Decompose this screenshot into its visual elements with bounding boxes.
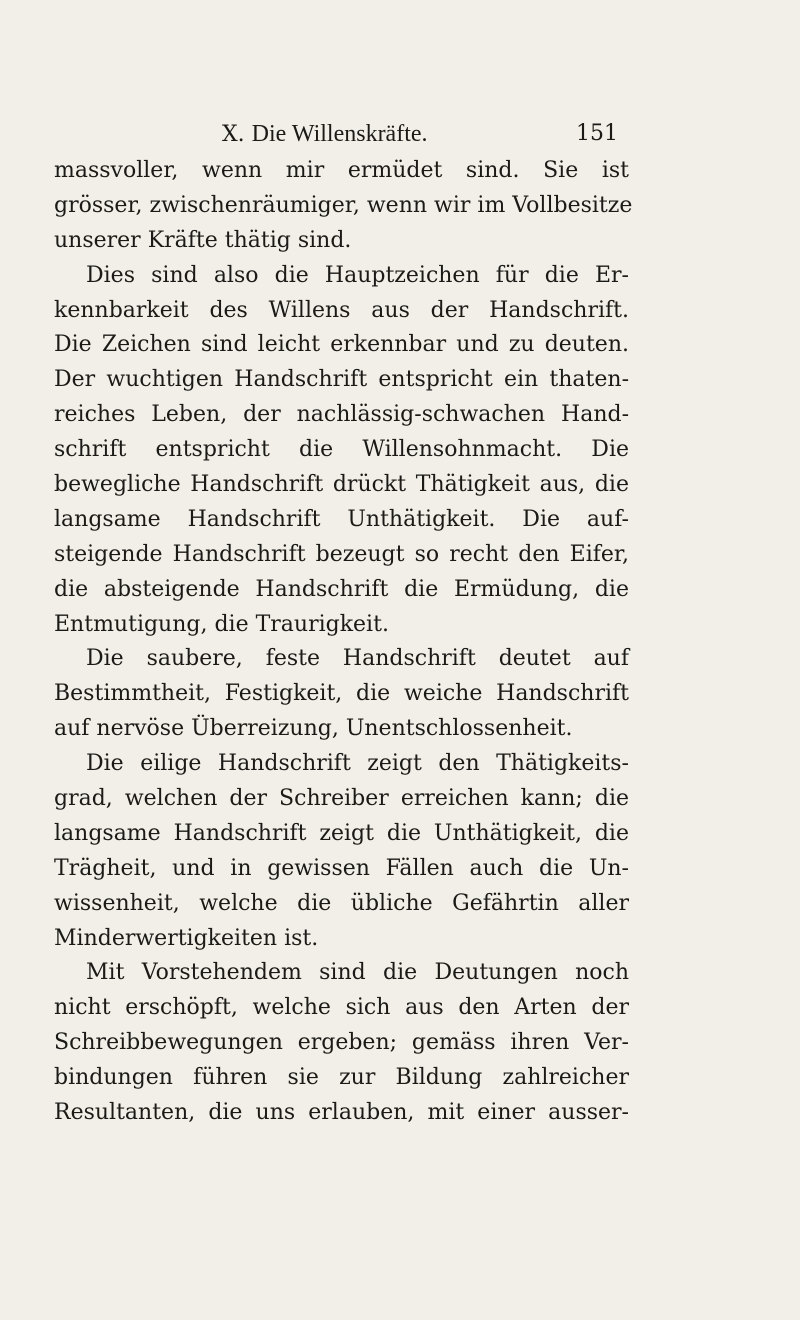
- chapter-title: Die Willenskräfte.: [251, 121, 428, 147]
- text-line: bewegliche Handschrift drückt Thätigkeit aus, die: [54, 472, 629, 498]
- text-line: massvoller, wenn mir ermüdet sind. Sie ist: [54, 158, 629, 183]
- running-head: [222, 120, 622, 149]
- paragraph-start-line: Mit Vorstehendem sind die Deutungen noch: [86, 960, 629, 986]
- text-line: Trägheit, und in gewissen Fällen auch die Un-: [54, 855, 629, 881]
- paragraph-start-line: Dies sind also die Hauptzeichen für die Er-: [86, 262, 629, 288]
- text-line: steigende Handschrift bezeugt so recht den Eifer,: [54, 541, 629, 567]
- paragraph-start-line: Die saubere, feste Handschrift deutet auf: [86, 646, 629, 672]
- text-line: nicht erschöpft, welche sich aus den Arten der: [54, 995, 629, 1021]
- text-line: langsame Handschrift zeigt die Unthätigkeit, die: [54, 820, 629, 846]
- text-line: unserer Kräfte thätig sind.: [54, 227, 352, 253]
- text-line: Entmutigung, die Traurigkeit.: [54, 611, 389, 637]
- text-line: Resultanten, die uns erlauben, mit einer ausser-: [54, 1100, 629, 1126]
- text-line: grad, welchen der Schreiber erreichen kann; die: [54, 786, 629, 812]
- text-line: bindungen führen sie zur Bildung zahlreicher: [54, 1065, 629, 1091]
- text-line: auf nervöse Überreizung, Unentschlossenheit.: [54, 716, 573, 742]
- chapter-number: X.: [222, 122, 245, 147]
- text-line: kennbarkeit des Willens aus der Handschrift.: [54, 297, 629, 323]
- text-line: Bestimmtheit, Festigkeit, die weiche Handschrift: [54, 681, 629, 707]
- page-number: 151: [576, 121, 618, 146]
- text-line: grösser, zwischenräumiger, wenn wir im Vollbesitze: [54, 192, 633, 218]
- text-line: langsame Handschrift Unthätigkeit. Die auf-: [54, 506, 629, 532]
- text-line: schrift entspricht die Willensohnmacht. Die: [54, 437, 629, 463]
- text-line: Minderwertigkeiten ist.: [54, 925, 319, 951]
- text-line: Schreibbewegungen ergeben; gemäss ihren Ver-: [54, 1030, 629, 1056]
- body-text: [54, 154, 633, 1131]
- text-line: Die Zeichen sind leicht erkennbar und zu deuten.: [54, 332, 629, 358]
- paragraph-start-line: Die eilige Handschrift zeigt den Thätigkeits-: [86, 751, 629, 777]
- text-line: reiches Leben, der nachlässig-schwachen Hand-: [54, 402, 629, 428]
- text-line: die absteigende Handschrift die Ermüdung, die: [54, 576, 629, 602]
- text-line: Der wuchtigen Handschrift entspricht ein thaten-: [54, 367, 629, 393]
- text-line: wissenheit, welche die übliche Gefährtin aller: [54, 890, 629, 916]
